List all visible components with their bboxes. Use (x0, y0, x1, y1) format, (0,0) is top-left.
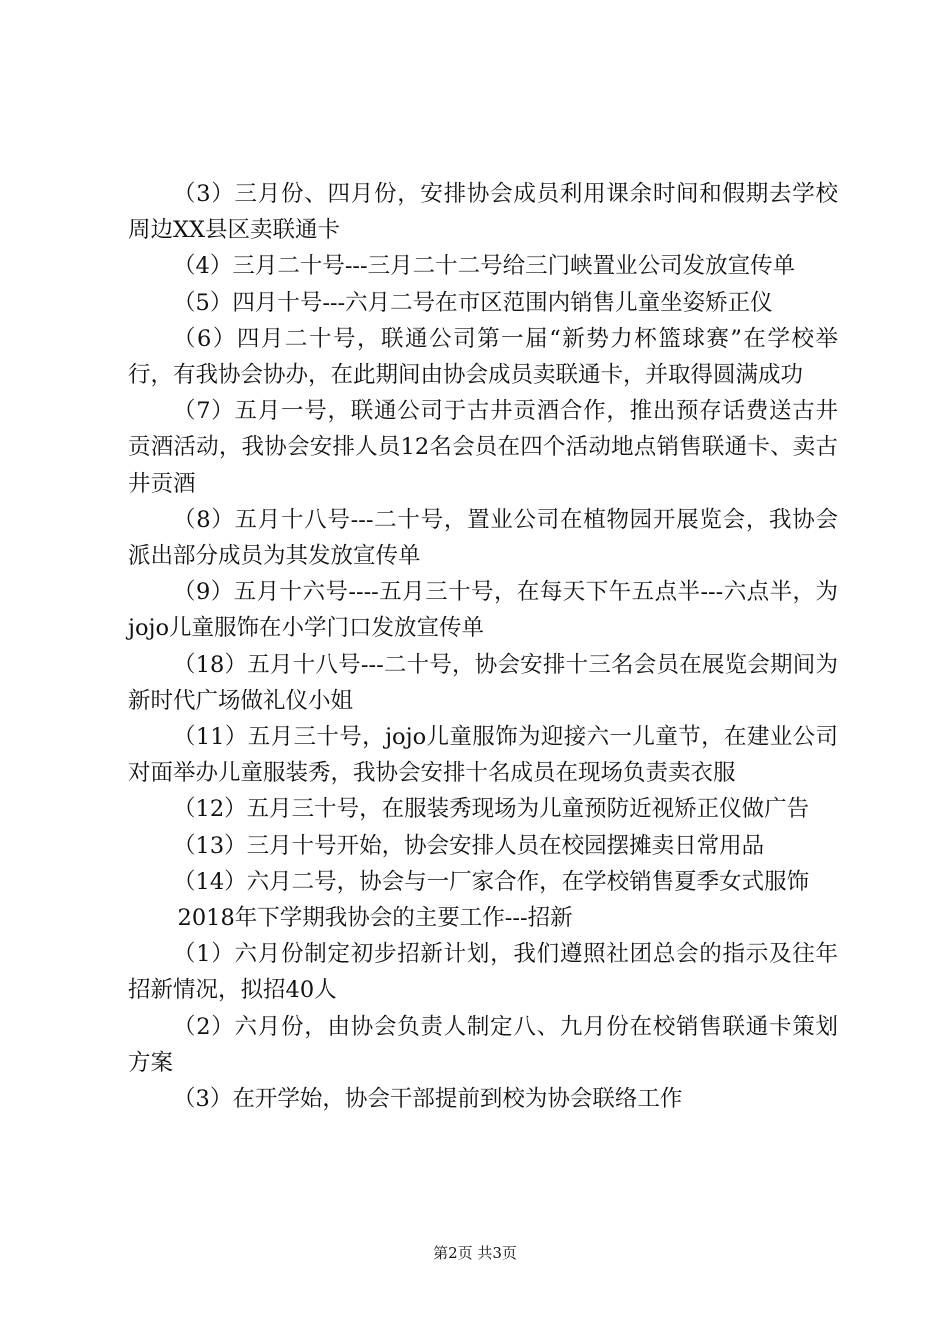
paragraph-item: （9）五月十六号----五月三十号，在每天下午五点半---六点半，为jojo儿童服饰在小学门口发放宣传单 (128, 579, 838, 642)
paragraph-item: （3）在开学始，协会干部提前到校为协会联络工作 (173, 1086, 683, 1113)
paragraph-item: （7）五月一号，联通公司于古井贡酒合作，推出预存话费送古井贡酒活动，我协会安排人员12名会员在四个活动地点销售联通卡、卖古井贡酒 (128, 398, 838, 497)
paragraph-item: （3）三月份、四月份，安排协会成员利用课余时间和假期去学校周边XX县区卖联通卡 (128, 181, 838, 244)
paragraph-item: （6）四月二十号，联通公司第一届“新势力杯篮球赛”在学校举行，有我协会协办，在此期间由协会成员卖联通卡，并取得圆满成功 (128, 325, 838, 389)
paragraph-item: （8）五月十八号---二十号，置业公司在植物园开展览会，我协会派出部分成员为其发放宣传单 (128, 506, 838, 570)
paragraph-item: （4）三月二十号---三月二十二号给三门峡置业公司发放宣传单 (173, 253, 796, 280)
paragraph-item: （18）五月十八号---二十号，协会安排十三名会员在展览会期间为新时代广场做礼仪小姐 (128, 651, 838, 714)
document-body (128, 176, 838, 1117)
paragraph-item: （2）六月份，由协会负责人制定八、九月份在校销售联通卡策划方案 (128, 1013, 838, 1076)
paragraph-item: （5）四月十号---六月二号在市区范围内销售儿童坐姿矫正仪 (173, 289, 773, 316)
page-footer (0, 1243, 950, 1263)
page-number: 第2页 共3页 (433, 1244, 517, 1262)
paragraph-item: （14）六月二号，协会与一厂家合作，在学校销售夏季女式服饰 (173, 868, 810, 895)
paragraph-item: （1）六月份制定初步招新计划，我们遵照社团总会的指示及往年招新情况，拟招40人 (128, 941, 838, 1004)
paragraph-item: （11）五月三十号，jojo儿童服饰为迎接六一儿童节，在建业公司对面举办儿童服装秀，我协会安排十名成员在现场负责卖衣服 (128, 724, 838, 787)
paragraph-item: （13）三月十号开始，协会安排人员在校园摆摊卖日常用品 (173, 832, 765, 859)
section-heading: 2018年下学期我协会的主要工作---招新 (177, 905, 573, 932)
paragraph-item: （12）五月三十号，在服装秀现场为儿童预防近视矫正仪做广告 (173, 796, 810, 823)
